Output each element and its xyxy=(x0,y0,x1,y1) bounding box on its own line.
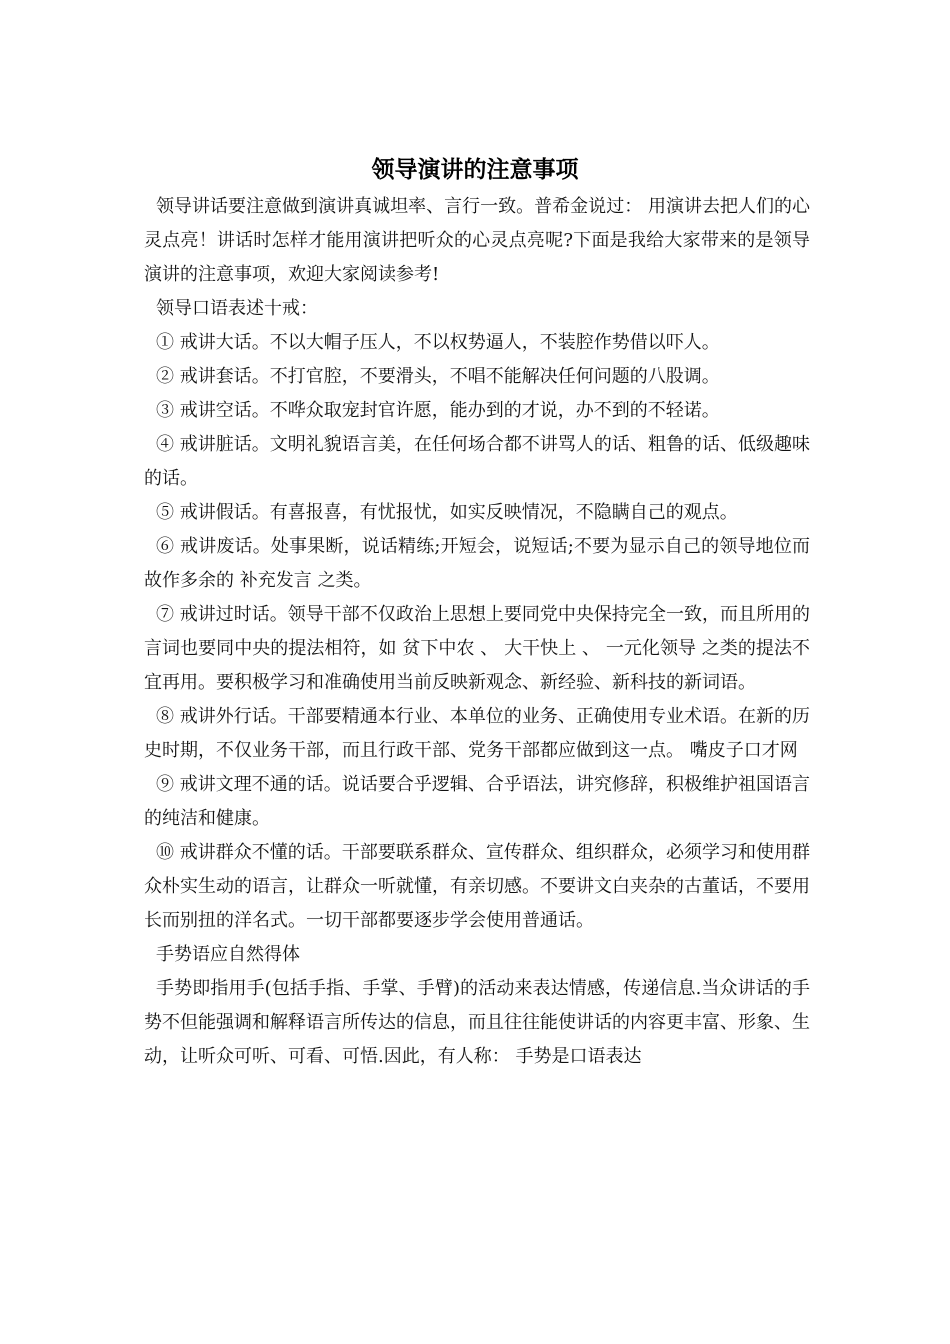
taboo-item-8: ⑧ 戒讲外行话。干部要精通本行业、本单位的业务、正确使用专业术语。在新的历史时期，不仅业务干部，而且行政干部、党务干部都应做到这一点。 嘴皮子口才网 xyxy=(144,706,810,761)
taboo-item-6: ⑥ 戒讲废话。处事果断，说话精练;开短会，说短话;不要为显示自己的领导地位而故作多余的 补充发言 之类。 xyxy=(144,536,810,591)
taboo-item-3: ③ 戒讲空话。不哗众取宠封官许愿，能办到的才说，办不到的不轻诺。 xyxy=(156,400,720,421)
taboo-item-9: ⑨ 戒讲文理不通的话。说话要合乎逻辑、合乎语法，讲究修辞，积极维护祖国语言的纯洁和健康。 xyxy=(144,774,810,829)
taboo-item-5: ⑤ 戒讲假话。有喜报喜，有忧报忧，如实反映情况，不隐瞒自己的观点。 xyxy=(156,502,738,523)
taboo-item-2: ② 戒讲套话。不打官腔，不要滑头，不唱不能解决任何问题的八股调。 xyxy=(156,366,720,387)
taboo-item-7: ⑦ 戒讲过时话。领导干部不仅政治上思想上要同党中央保持完全一致，而且所用的言词也要同中央的提法相符，如 贫下中农 、 大干快上 、 一元化领导 之类的提法不宜再用。要积极学习和准确使用当前反映新观念、新经验、新科技的新词语。 xyxy=(144,604,810,693)
taboo-item-10: ⑩ 戒讲群众不懂的话。干部要联系群众、宣传群众、组织群众，必须学习和使用群众朴实生动的语言，让群众一听就懂，有亲切感。不要讲文白夹杂的古董话，不要用长而别扭的洋名式。一切干部都要逐步学会使用普通话。 xyxy=(144,842,810,931)
section-heading-ten-taboos: 领导口语表述十戒： xyxy=(156,298,318,319)
gestures-paragraph: 手势即指用手(包括手指、手掌、手臂)的活动来表达情感，传递信息.当众讲话的手势不但能强调和解释语言所传达的信息，而且往往能使讲话的内容更丰富、形象、生动，让听众可听、可看、可悟.因此，有人称： 手势是口语表达 xyxy=(144,978,810,1067)
taboo-item-1: ① 戒讲大话。不以大帽子压人，不以权势逼人，不装腔作势借以吓人。 xyxy=(156,332,720,353)
section-heading-gestures: 手势语应自然得体 xyxy=(156,944,300,965)
taboo-item-4: ④ 戒讲脏话。文明礼貌语言美，在任何场合都不讲骂人的话、粗鲁的话、低级趣味的话。 xyxy=(144,434,810,489)
document-title: 领导演讲的注意事项 xyxy=(371,156,579,183)
intro-paragraph: 领导讲话要注意做到演讲真诚坦率、言行一致。普希金说过： 用演讲去把人们的心灵点亮！讲话时怎样才能用演讲把听众的心灵点亮呢?下面是我给大家带来的是领导演讲的注意事项，欢迎大家阅读参考! xyxy=(144,196,810,285)
document-body xyxy=(144,190,810,1074)
